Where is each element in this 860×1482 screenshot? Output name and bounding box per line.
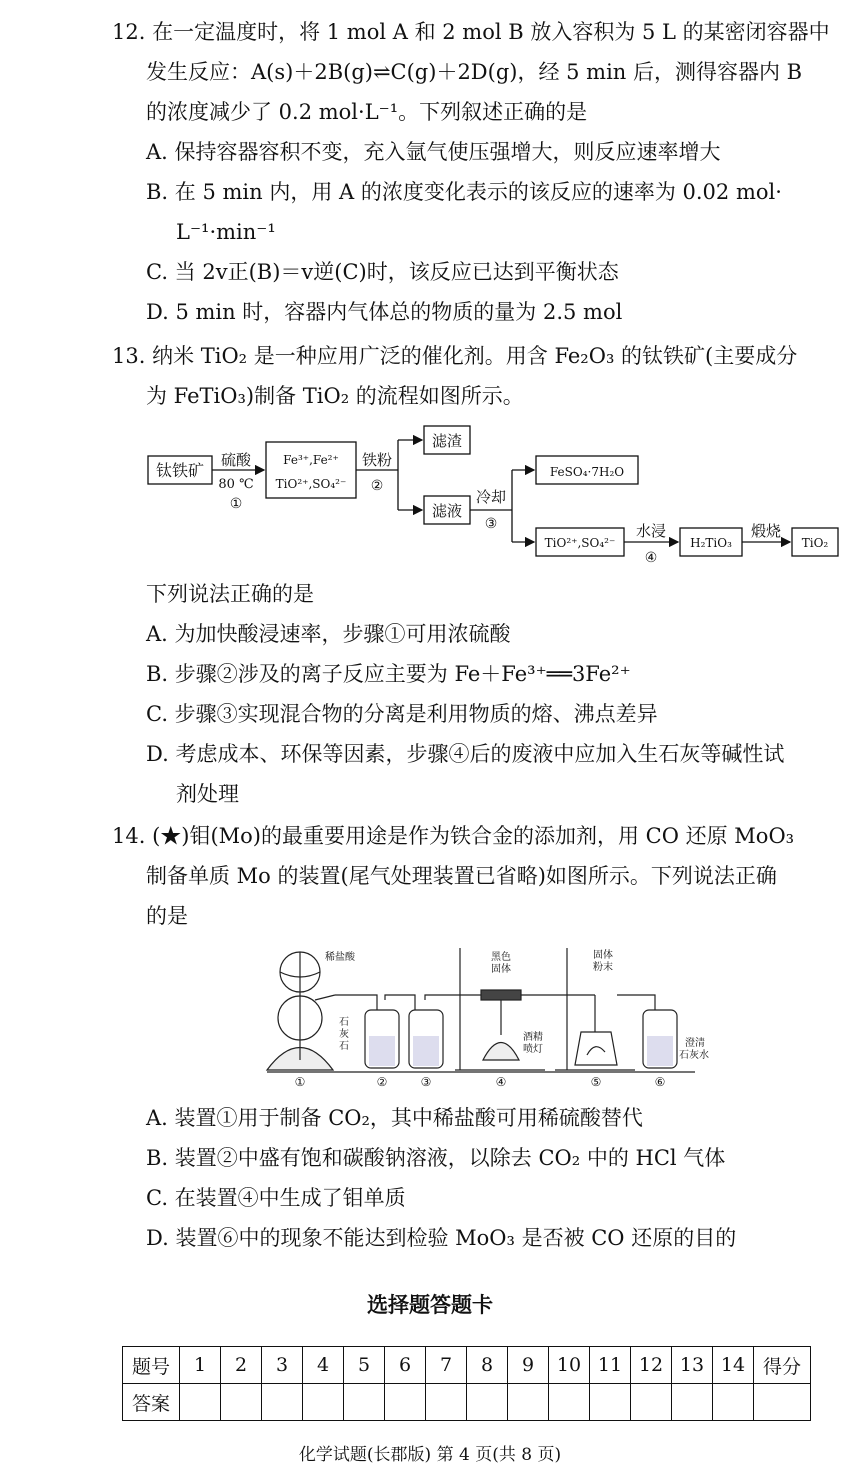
page-footer: 化学试题(长郡版) 第 4 页(共 8 页): [298, 1445, 562, 1465]
answer-cell[interactable]: [672, 1384, 713, 1421]
answer-cell[interactable]: [344, 1384, 385, 1421]
label-lime-1: 石: [339, 1017, 349, 1028]
q13-stem-line1: 13. 纳米 TiO₂ 是一种应用广泛的催化剂。用含 Fe₂O₃ 的钛铁矿(主要成分: [112, 344, 798, 368]
flow-acid: 硫酸: [220, 451, 252, 469]
question-number: 1: [180, 1347, 221, 1384]
score-head: 得分: [754, 1347, 811, 1384]
label-n2: ②: [376, 1075, 388, 1089]
flow-cool: 冷却: [475, 488, 507, 506]
answer-cell[interactable]: [713, 1384, 754, 1421]
q14-stem-line2: 制备单质 Mo 的装置(尾气处理装置已省略)如图所示。下列说法正确: [146, 864, 777, 888]
label-powder-1: 固体: [593, 950, 613, 961]
q13-option-b: B. 步骤②涉及的离子反应主要为 Fe＋Fe³⁺══3Fe²⁺: [146, 662, 631, 686]
answer-cell[interactable]: [590, 1384, 631, 1421]
label-limewater-2: 石灰水: [679, 1050, 709, 1061]
answer-cell[interactable]: [180, 1384, 221, 1421]
q13-option-a: A. 为加快酸浸速率，步骤①可用浓硫酸: [146, 622, 511, 646]
question-number: 6: [385, 1347, 426, 1384]
question-number: 12: [631, 1347, 672, 1384]
flow-ions-l2: TiO²⁺,SO₄²⁻: [275, 477, 347, 491]
question-number: 14: [713, 1347, 754, 1384]
answer-cell[interactable]: [262, 1384, 303, 1421]
label-n5: ⑤: [590, 1075, 602, 1089]
q12-stem-line2: 发生反应：A(s)＋2B(g)⇌C(g)＋2D(g)，经 5 min 后，测得容器内 B: [146, 60, 803, 84]
answer-cell[interactable]: [426, 1384, 467, 1421]
answer-card-table: [122, 1346, 811, 1421]
question-number: 8: [467, 1347, 508, 1384]
question-number: 3: [262, 1347, 303, 1384]
label-hcl: 稀盐酸: [325, 952, 355, 963]
number-row-head: 题号: [123, 1347, 180, 1384]
question-number: 10: [549, 1347, 590, 1384]
label-n4: ④: [495, 1075, 507, 1089]
label-black-2: 固体: [491, 964, 511, 975]
flow-crystal: FeSO₄·7H₂O: [549, 465, 625, 479]
question-number: 9: [508, 1347, 549, 1384]
label-n3: ③: [420, 1075, 432, 1089]
flow-residue: 滤渣: [431, 432, 463, 450]
flow-ore: 钛铁矿: [155, 461, 205, 480]
q14-stem-line3: 的是: [146, 904, 188, 928]
flow-chart: [140, 420, 850, 570]
answer-cell[interactable]: [303, 1384, 344, 1421]
question-number: 2: [221, 1347, 262, 1384]
answer-card-title: 选择题答题卡: [367, 1292, 493, 1317]
answer-cell[interactable]: [549, 1384, 590, 1421]
answer-row-head: 答案: [123, 1384, 180, 1421]
flow-step2: ②: [370, 478, 384, 494]
flow-tio2: TiO₂: [801, 536, 829, 550]
q13-option-d-line2: 剂处理: [176, 782, 239, 806]
question-number: 11: [590, 1347, 631, 1384]
answer-card-answer-row: [123, 1384, 811, 1421]
q13-lead: 下列说法正确的是: [146, 582, 314, 606]
label-limewater-1: 澄清: [685, 1038, 705, 1049]
answer-cell[interactable]: [221, 1384, 262, 1421]
flow-filtrate: 滤液: [431, 502, 463, 520]
q14-stem-line1: 14. (★)钼(Mo)的最重要用途是作为铁合金的添加剂，用 CO 还原 MoO₃: [112, 824, 795, 848]
q14-option-a: A. 装置①用于制备 CO₂，其中稀盐酸可用稀硫酸替代: [146, 1106, 643, 1130]
flow-step3: ③: [484, 516, 498, 532]
q13-option-c: C. 步骤③实现混合物的分离是利用物质的熔、沸点差异: [146, 702, 658, 726]
q14-option-c: C. 在装置④中生成了钼单质: [146, 1186, 406, 1210]
answer-card-number-row: [123, 1347, 811, 1384]
q14-option-d: D. 装置⑥中的现象不能达到检验 MoO₃ 是否被 CO 还原的目的: [146, 1226, 737, 1250]
flow-calcine: 煅烧: [750, 522, 782, 540]
label-lamp-1: 酒精: [523, 1032, 543, 1043]
flow-h2tio3: H₂TiO₃: [690, 536, 732, 550]
answer-cell[interactable]: [508, 1384, 549, 1421]
q12-option-c: C. 当 2v正(B)＝v逆(C)时，该反应已达到平衡状态: [146, 260, 619, 284]
q12-option-b-line1: B. 在 5 min 内，用 A 的浓度变化表示的该反应的速率为 0.02 mol·: [146, 180, 782, 204]
question-number: 7: [426, 1347, 467, 1384]
label-lamp-2: 喷灯: [523, 1044, 543, 1055]
label-lime-2: 灰: [339, 1029, 349, 1040]
q13-option-d-line1: D. 考虑成本、环保等因素，步骤④后的废液中应加入生石灰等碱性试: [146, 742, 785, 766]
flow-iron: 铁粉: [361, 451, 393, 469]
flow-temp: 80 ℃: [218, 477, 254, 492]
label-n1: ①: [294, 1075, 306, 1089]
flow-step4: ④: [644, 550, 658, 566]
answer-cell[interactable]: [385, 1384, 426, 1421]
question-number: 13: [672, 1347, 713, 1384]
q13-stem-line2: 为 FeTiO₃)制备 TiO₂ 的流程如图所示。: [146, 384, 524, 408]
question-number: 5: [344, 1347, 385, 1384]
label-black-1: 黑色: [491, 952, 511, 963]
label-lime-3: 石: [339, 1041, 349, 1052]
q12-stem-line3: 的浓度减少了 0.2 mol·L⁻¹。下列叙述正确的是: [146, 100, 588, 124]
flow-ions-l1: Fe³⁺,Fe²⁺: [283, 453, 339, 467]
flow-ions2: TiO²⁺,SO₄²⁻: [544, 536, 616, 550]
answer-cell[interactable]: [631, 1384, 672, 1421]
flow-step1: ①: [229, 496, 243, 512]
answer-cell[interactable]: [467, 1384, 508, 1421]
label-n6: ⑥: [654, 1075, 666, 1089]
score-cell[interactable]: [754, 1384, 811, 1421]
apparatus-figure: [255, 940, 715, 1090]
question-number: 4: [303, 1347, 344, 1384]
q12-stem-line1: 12. 在一定温度时，将 1 mol A 和 2 mol B 放入容积为 5 L 的某密闭容器中: [112, 20, 830, 44]
flow-soak: 水浸: [635, 522, 667, 540]
label-powder-2: 粉末: [593, 962, 613, 973]
q12-option-b-line2: L⁻¹·min⁻¹: [176, 220, 276, 244]
q14-option-b: B. 装置②中盛有饱和碳酸钠溶液，以除去 CO₂ 中的 HCl 气体: [146, 1146, 726, 1170]
q12-option-d: D. 5 min 时，容器内气体总的物质的量为 2.5 mol: [146, 300, 623, 324]
q12-option-a: A. 保持容器容积不变，充入氩气使压强增大，则反应速率增大: [146, 140, 721, 164]
